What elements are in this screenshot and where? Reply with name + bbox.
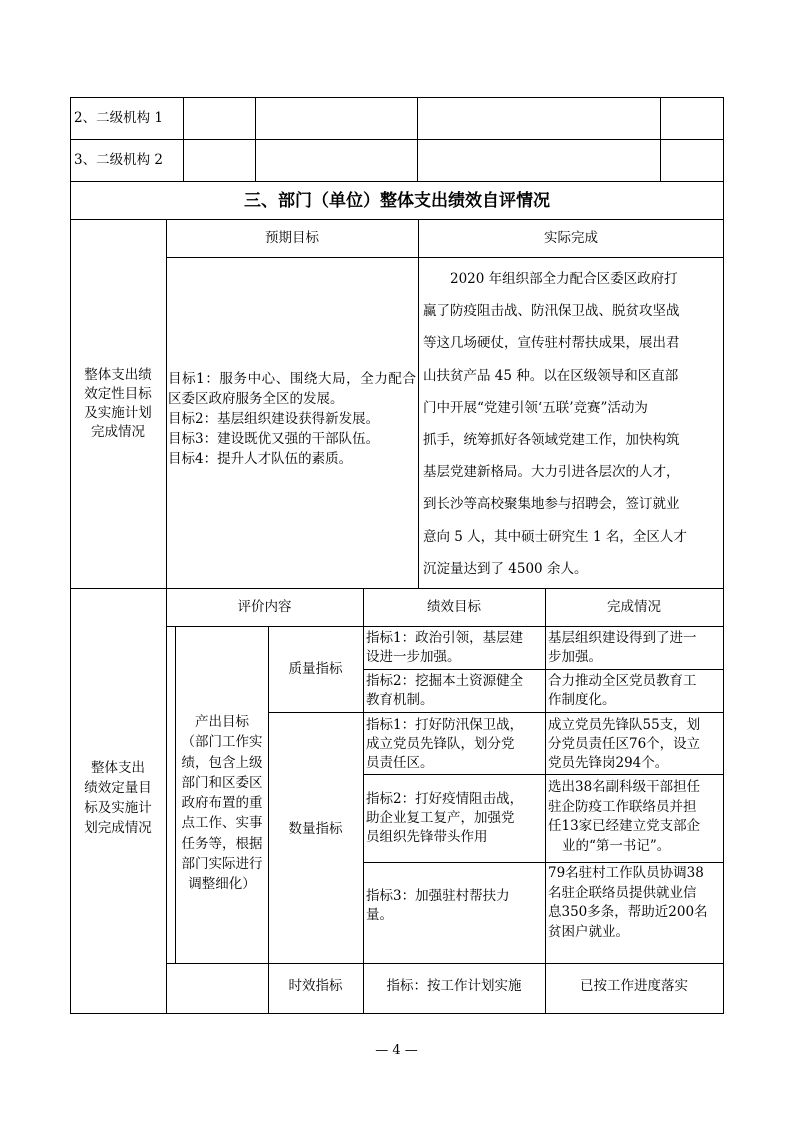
quality-status-1: 基层组织建设得到了进一 步加强。 bbox=[548, 630, 697, 665]
output-target-label bbox=[176, 712, 268, 895]
label-line: 产出目标 bbox=[195, 714, 249, 730]
expected-targets bbox=[168, 369, 416, 469]
target-item: 目标1：服务中心、围绕大局，全力配合区委区政府服务全区的发展。 bbox=[168, 371, 416, 407]
quality-target-1: 指标1：政治引领，基层建 设进一步加强。 bbox=[366, 630, 524, 665]
target-item: 目标3：建设既优又强的干部队伍。 bbox=[168, 431, 380, 447]
actual-line: 意向 5 人，其中硕士研究生 1 名，全区人才 bbox=[423, 528, 687, 545]
actual-line: 抓手，统筹抓好各领域党建工作，加快构筑 bbox=[423, 432, 680, 449]
label-line: 标及实施计 bbox=[84, 800, 152, 816]
label-line: 完成情况 bbox=[91, 424, 145, 440]
column-header-status: 完成情况 bbox=[607, 599, 661, 615]
quantity-indicator-label: 数量指标 bbox=[288, 821, 343, 837]
timeliness-status: 已按工作进度落实 bbox=[580, 978, 688, 994]
actual-line: 基层党建新格局。大力引进各层次的人才， bbox=[423, 464, 680, 481]
label-line: 部门和区委区 bbox=[181, 774, 263, 791]
actual-line: 等这几场硬仗，宣传驻村帮扶成果，展出君 bbox=[423, 335, 680, 352]
label-line: 绩效定量目 bbox=[84, 780, 152, 796]
label-line: 整体支出 bbox=[91, 760, 145, 776]
target-item: 目标4：提升人才队伍的素质。 bbox=[168, 451, 353, 467]
target-item: 目标2：基层组织建设获得新发展。 bbox=[168, 411, 380, 427]
quantity-target-3: 指标3：加强驻村帮扶力 量。 bbox=[366, 888, 510, 923]
column-header-expected: 预期目标 bbox=[265, 230, 319, 246]
label-line: 任务等，根据 bbox=[181, 835, 263, 852]
label-line: 部门实际进行 bbox=[181, 856, 263, 873]
section-title: 三、部门（单位）整体支出绩效自评情况 bbox=[244, 191, 550, 211]
timeliness-indicator-label: 时效指标 bbox=[288, 978, 343, 994]
actual-line: 到长沙等高校聚集地参与招聘会，签订就业 bbox=[423, 496, 680, 513]
label-line: 绩，包含上级 bbox=[181, 754, 263, 771]
actual-line: 沉淀量达到了 4500 余人。 bbox=[423, 560, 588, 577]
quantity-status-2: 选出38名副科级干部担任 驻企防疫工作联络员并担 任13家已经建立党支部企 业的“第一书记”。 bbox=[548, 779, 701, 854]
label-line: （部门工作实 bbox=[181, 734, 263, 751]
quantitative-row-label bbox=[70, 758, 166, 838]
actual-line: 门中开展“党建引领‘五联’竞赛”活动为 bbox=[423, 399, 648, 416]
row-label-org1: 2、二级机构 1 bbox=[74, 110, 163, 126]
quality-target-2: 指标2：挖掘本土资源健全 教育机制。 bbox=[366, 673, 524, 708]
label-line: 整体支出绩 bbox=[84, 367, 152, 383]
actual-line: 赢了防疫阻击战、防汛保卫战、脱贫攻坚战 bbox=[423, 303, 680, 320]
column-header-actual: 实际完成 bbox=[544, 230, 598, 246]
actual-completion bbox=[423, 263, 721, 585]
qualitative-row-label bbox=[70, 366, 166, 442]
quantity-target-2: 指标2：打好疫情阻击战， 助企业复工复产，加强党 员组织先锋带头作用 bbox=[366, 791, 524, 845]
quality-status-2: 合力推动全区党员教育工 作制度化。 bbox=[548, 673, 697, 708]
actual-line: 2020 年组织部全力配合区委区政府打 bbox=[450, 271, 678, 287]
quantity-status-3: 79名驻村工作队员协调38 名驻企联络员提供就业信 息350多条，帮助近200名 贫困户就业。 bbox=[548, 865, 708, 940]
label-line: 政府布置的重 bbox=[181, 795, 263, 812]
actual-line: 山扶贫产品 45 种。以在区级领导和区直部 bbox=[423, 367, 679, 384]
label-line: 效定性目标 bbox=[84, 386, 152, 402]
page-number: — 4 — bbox=[375, 1043, 418, 1058]
timeliness-target: 指标：按工作计划实施 bbox=[386, 978, 522, 994]
label-line: 及实施计划 bbox=[84, 405, 152, 421]
quantity-target-1: 指标1：打好防汛保卫战， 成立党员先锋队，划分党 员责任区。 bbox=[366, 717, 524, 771]
column-header-content: 评价内容 bbox=[237, 599, 292, 615]
quality-indicator-label: 质量指标 bbox=[288, 661, 343, 677]
label-line: 划完成情况 bbox=[84, 820, 152, 836]
column-header-target: 绩效目标 bbox=[427, 599, 481, 615]
label-line: 调整细化） bbox=[188, 876, 256, 893]
row-label-org2: 3、二级机构 2 bbox=[74, 152, 163, 168]
label-line: 点工作、实事 bbox=[181, 815, 263, 832]
quantity-status-1: 成立党员先锋队55支，划 分党员责任区76个，设立 党员先锋岗294个。 bbox=[548, 717, 701, 771]
